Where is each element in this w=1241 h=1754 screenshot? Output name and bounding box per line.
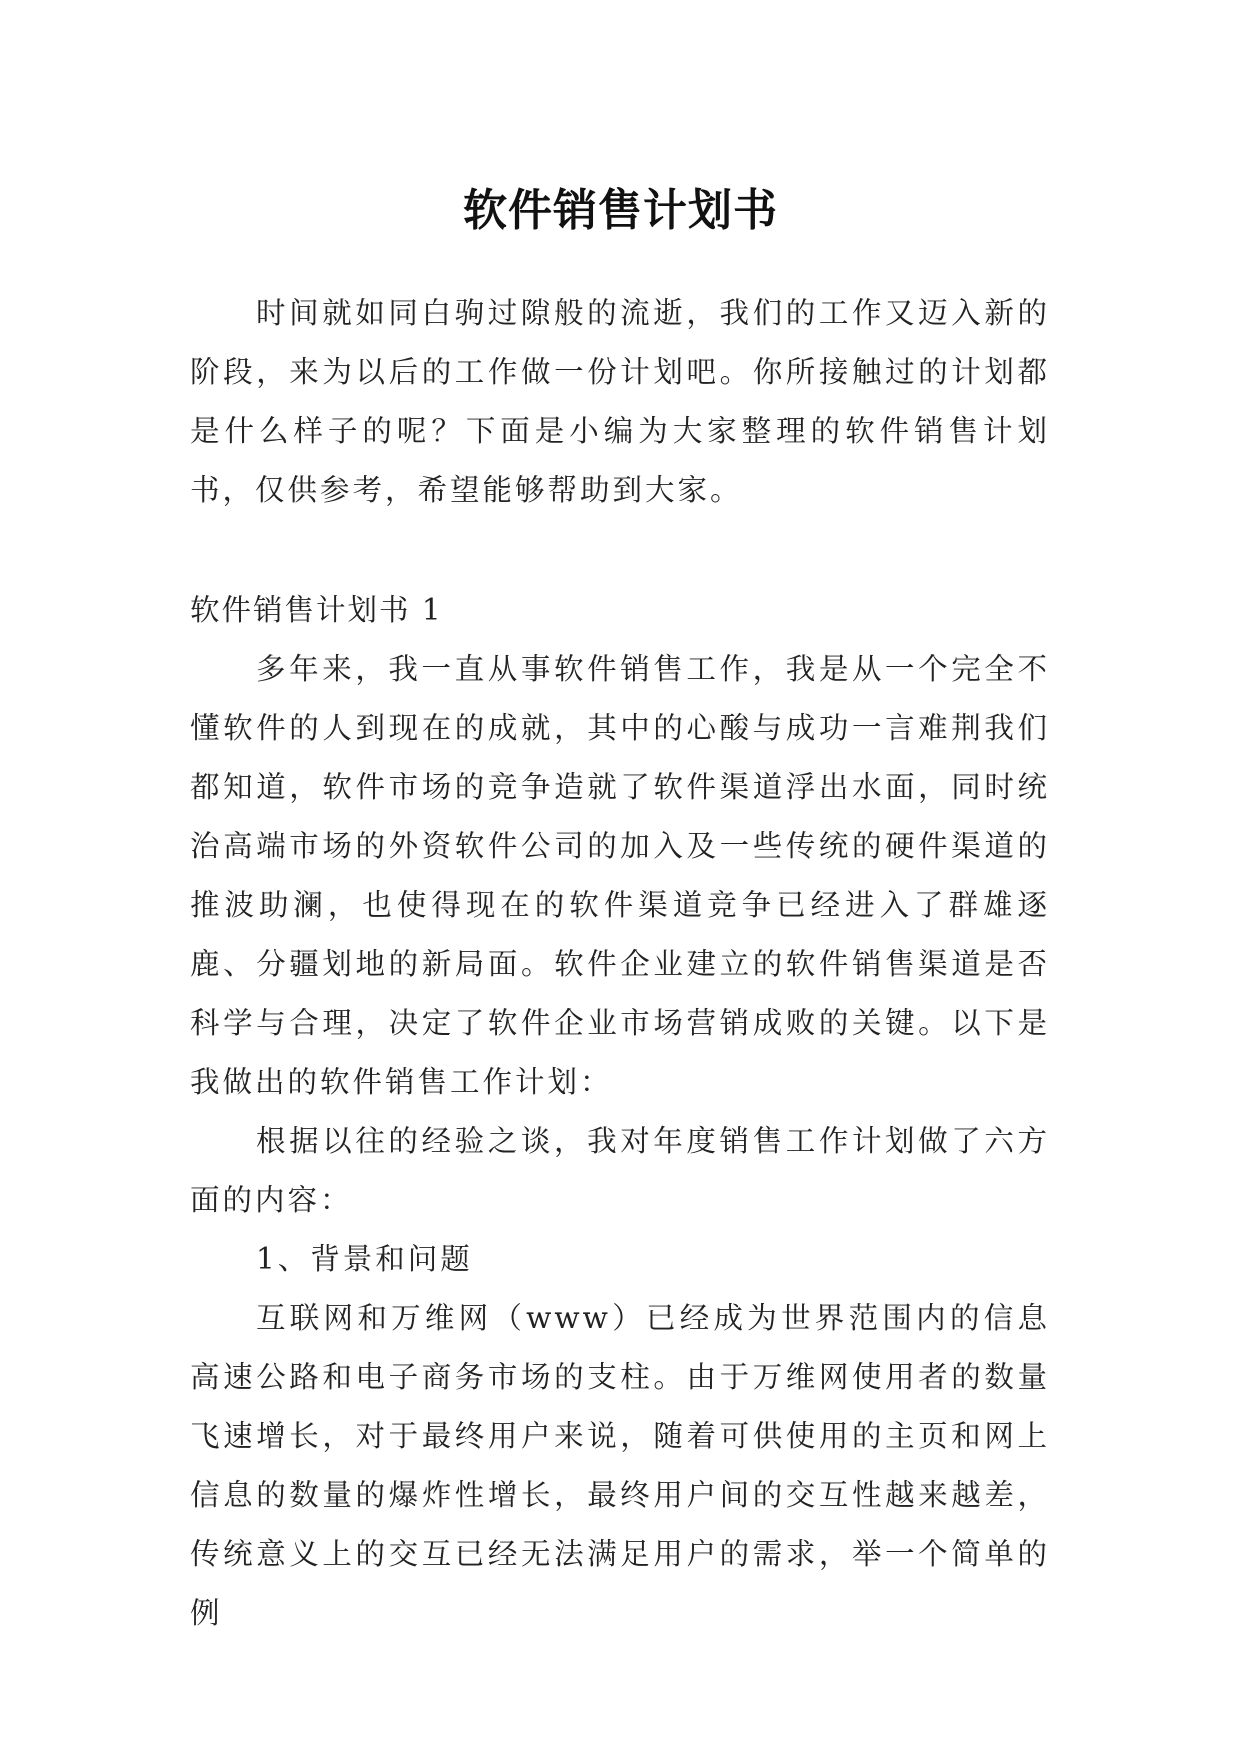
body-paragraph-1: 多年来，我一直从事软件销售工作，我是从一个完全不懂软件的人到现在的成就，其中的心酸与成功一言难荆我们都知道，软件市场的竞争造就了软件渠道浮出水面，同时统治高端市场的外资软件公司的加入及一些传统的硬件渠道的推波助澜，也使得现在的软件渠道竞争已经进入了群雄逐鹿、分疆划地的新局面。软件企业建立的软件销售渠道是否科学与合理，决定了软件企业市场营销成败的关键。以下是我做出的软件销售工作计划： [190,652,1050,1099]
main-section [190,581,1050,1643]
section-heading: 软件销售计划书 1 [190,593,443,627]
intro-paragraph: 时间就如同白驹过隙般的流逝，我们的工作又迈入新的阶段，来为以后的工作做一份计划吧。你所接触过的计划都是什么样子的呢？下面是小编为大家整理的软件销售计划书，仅供参考，希望能够帮助到大家。 [190,296,1050,507]
document-title: 软件销售计划书 [463,185,778,237]
body-paragraph-2: 根据以往的经验之谈，我对年度销售工作计划做了六方面的内容： [190,1124,1050,1217]
body-paragraph-3: 互联网和万维网（www）已经成为世界范围内的信息高速公路和电子商务市场的支柱。由于万维网使用者的数量飞速增长，对于最终用户来说，随着可供使用的主页和网上信息的数量的爆炸性增长，最终用户间的交互性越来越差，传统意义上的交互已经无法满足用户的需求，举一个简单的例 [190,1301,1050,1630]
body-subheading: 1、背景和问题 [256,1242,473,1276]
intro-section [190,284,1050,520]
